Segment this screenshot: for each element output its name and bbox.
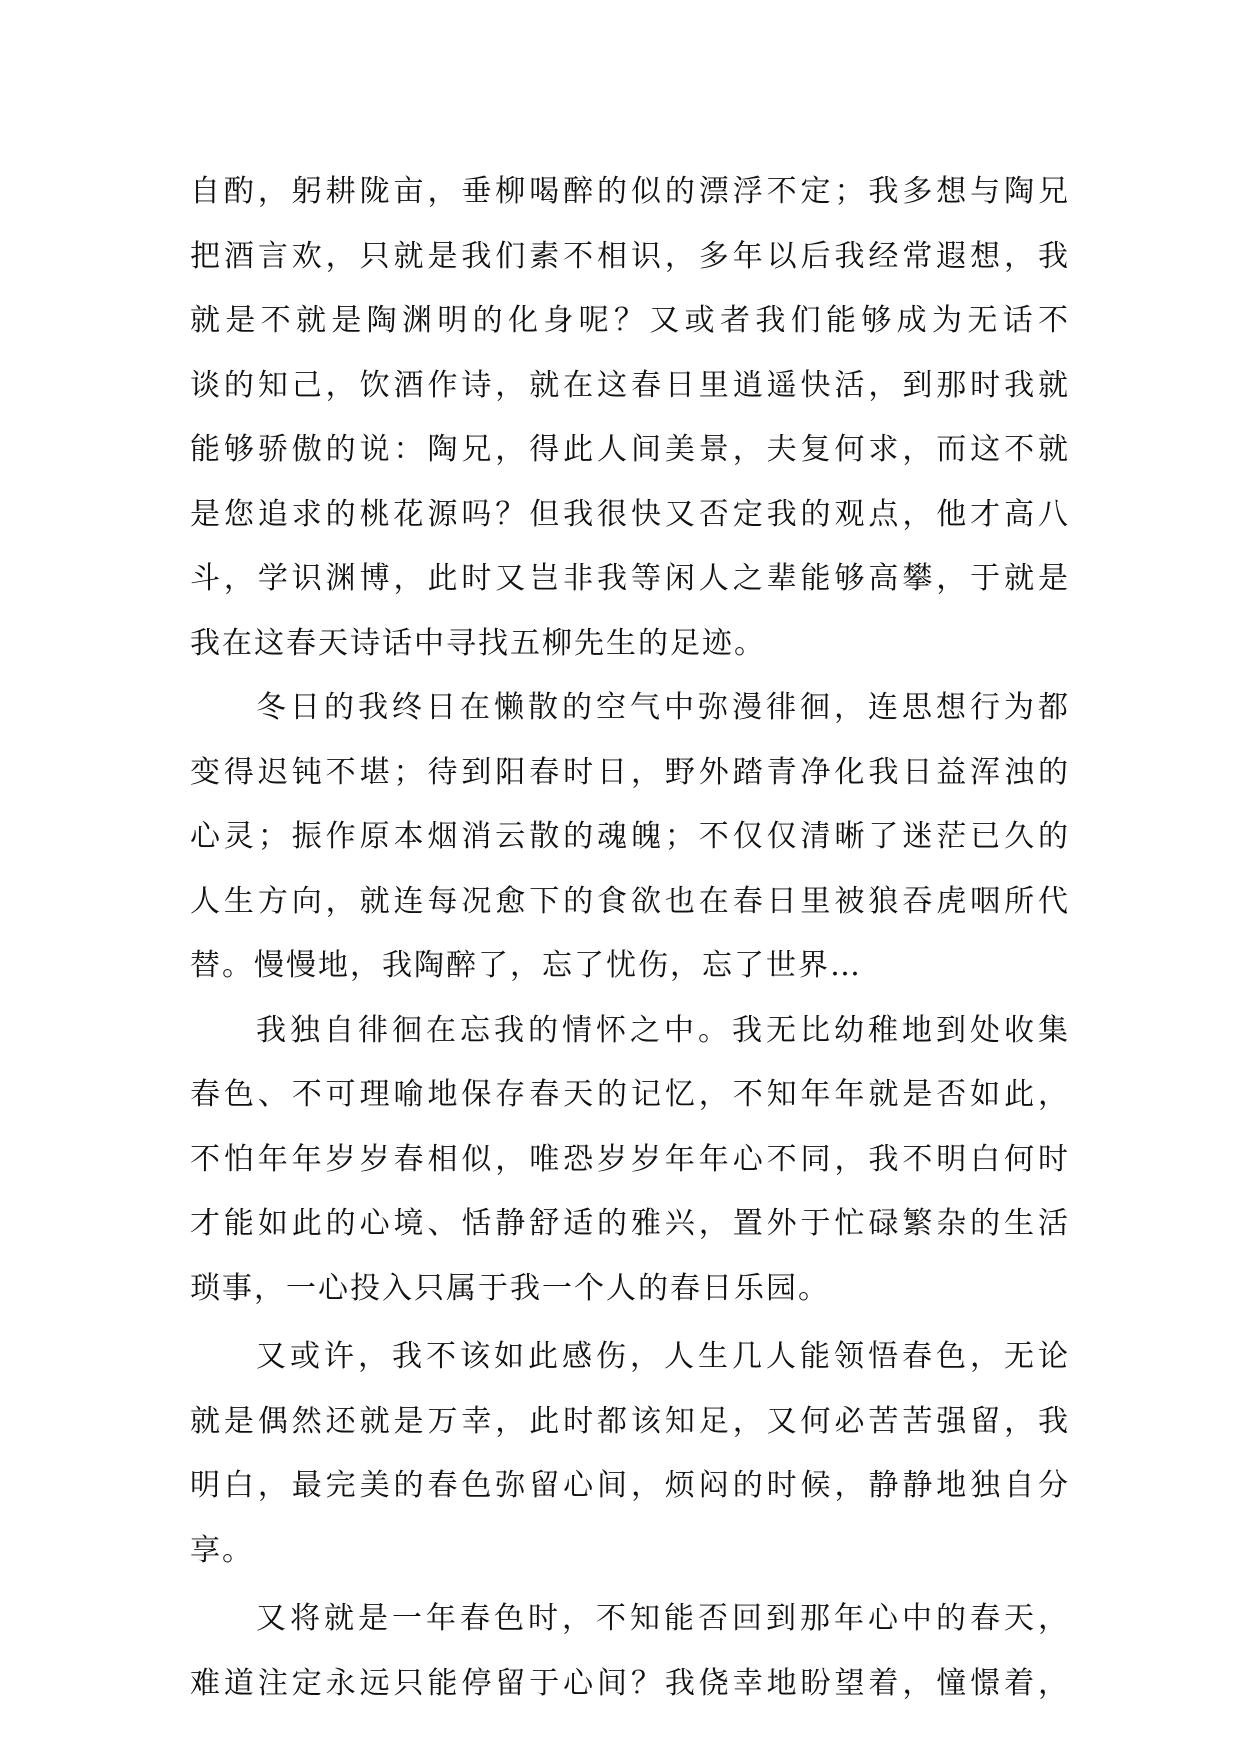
text-line: 享。 [190,1532,254,1568]
text-line: 就是不就是陶渊明的化身呢？又或者我们能够成为无话不 [190,303,1070,338]
text-line: 能够骄傲的说：陶兄，得此人间美景，夫复何求，而这不就 [190,432,1070,467]
paragraph-first-line: 冬日的我终日在懒散的空气中弥漫徘徊，连思想行为都 [256,690,1070,725]
text-line: 人生方向，就连每况愈下的食欲也在春日里被狼吞虎咽所代 [190,883,1070,919]
document-body [190,160,1070,1716]
text-line: 难道注定永远只能停留于心间？我侥幸地盼望着，憧憬着， [190,1665,1070,1701]
text-line: 替。慢慢地，我陶醉了，忘了忧伤，忘了世界… [190,948,862,983]
text-line: 斗，学识渊博，此时又岂非我等闲人之辈能够高攀，于就是 [190,561,1070,596]
text-line: 琐事，一心投入只属于我一个人的春日乐园。 [190,1270,830,1306]
paragraph-first-line: 又或许，我不该如此感伤，人生几人能领悟春色，无论 [256,1339,1070,1374]
text-line: 是您追求的桃花源吗？但我很快又否定我的观点，他才高八 [190,496,1070,532]
paragraph-first-line: 我独自徘徊在忘我的情怀之中。我无比幼稚地到处收集 [256,1012,1070,1048]
text-line: 就是偶然还就是万幸，此时都该知足，又何必苦苦强留，我 [190,1403,1070,1439]
text-line: 把酒言欢，只就是我们素不相识，多年以后我经常遐想，我 [190,238,1070,274]
text-line: 明白，最完美的春色弥留心间，烦闷的时候，静静地独自分 [190,1468,1070,1503]
paragraph-first-line: 又将就是一年春色时，不知能否回到那年心中的春天， [256,1601,1070,1636]
text-line: 才能如此的心境、恬静舒适的雅兴，置外于忙碌繁杂的生活 [190,1206,1070,1241]
text-line: 谈的知己，饮酒作诗，就在这春日里逍遥快活，到那时我就 [190,367,1070,403]
text-line: 我在这春天诗话中寻找五柳先生的足迹。 [190,625,766,661]
text-line: 春色、不可理喻地保存春天的记忆，不知年年就是否如此， [190,1077,1070,1112]
text-line: 变得迟钝不堪；待到阳春时日，野外踏青净化我日益浑浊的 [190,754,1070,790]
text-line: 心灵；振作原本烟消云散的魂魄；不仅仅清晰了迷茫已久的 [190,819,1070,854]
text-line: 自酌，躬耕陇亩，垂柳喝醉的似的漂浮不定；我多想与陶兄 [190,174,1070,209]
text-line: 不怕年年岁岁春相似，唯恐岁岁年年心不同，我不明白何时 [190,1141,1070,1177]
